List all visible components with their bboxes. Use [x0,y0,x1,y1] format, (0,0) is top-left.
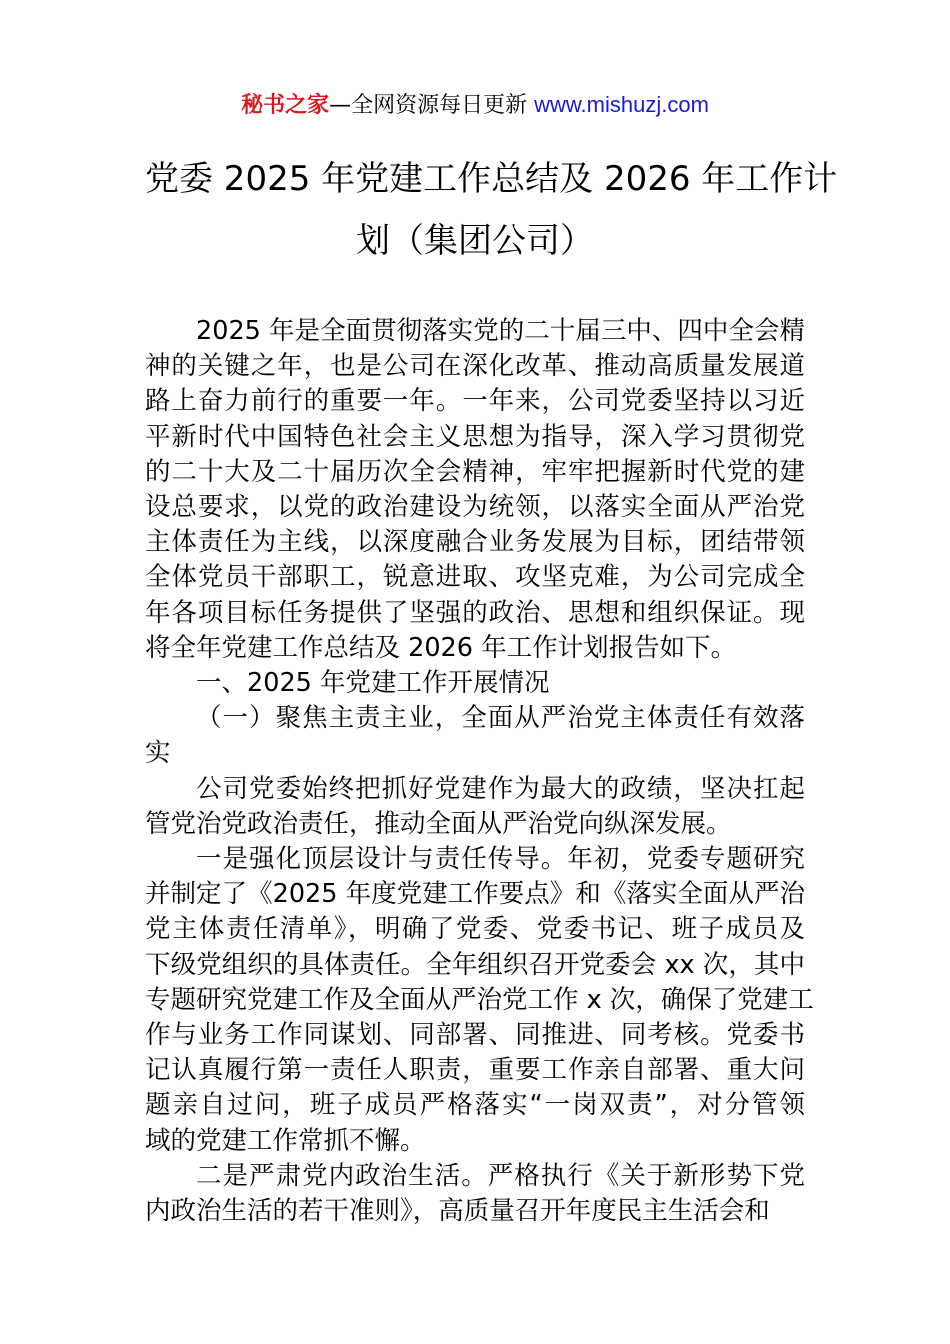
header-tagline: —全网资源每日更新 [329,93,528,118]
paragraph-line: 2025 年是全面贯彻落实党的二十届三中、四中全会精 [196,316,805,346]
paragraph-line: 主体责任为主线，以深度融合业务发展为目标，团结带领 [145,527,805,558]
title-line: 党委 2025 年党建工作总结及 2026 年工作计 [145,159,838,199]
paragraph-line: 设总要求，以党的政治建设为统领，以落实全面从严治党 [145,492,805,523]
paragraph-line: 内政治生活的若干准则》，高质量召开年度民主生活会和 [145,1196,770,1227]
paragraph-line: 公司党委始终把抓好党建作为最大的政绩，坚决扛起 [196,773,805,804]
paragraph-line: 路上奋力前行的重要一年。一年来，公司党委坚持以习近 [145,386,805,417]
body-paragraph [145,1159,805,1229]
paragraph-line: 将全年党建工作总结及 2026 年工作计划报告如下。 [145,632,737,663]
paragraph-line: 年各项目标任务提供了坚强的政治、思想和组织保证。现 [145,597,805,628]
paragraph-line: 全体党员干部职工，锐意进取、攻坚克难，为公司完成全 [145,562,805,593]
paragraph-line: 党主体责任清单》，明确了党委、党委书记、班子成员及 [145,914,805,945]
paragraph-line: 一、2025 年党建工作开展情况 [196,668,550,699]
body-paragraph [145,772,805,842]
paragraph-line: 作与业务工作同谋划、同部署、同推进、同考核。党委书 [145,1020,805,1051]
paragraph-line: 并制定了《2025 年度党建工作要点》和《落实全面从严治 [145,879,805,910]
body-paragraph [145,666,805,701]
paragraph-line: 一是强化顶层设计与责任传导。年初，党委专题研究 [196,844,805,875]
paragraph-line: 域的党建工作常抓不懈。 [145,1125,426,1156]
brand-name: 秘书之家 [241,93,330,118]
paragraph-line: （一）聚焦主责主业，全面从严治党主体责任有效落 [196,703,805,734]
document-body [145,314,814,1229]
site-header [0,88,950,123]
paragraph-line: 下级党组织的具体责任。全年组织召开党委会 xx 次，其中 [145,949,805,980]
body-paragraph [145,701,805,771]
title-line: 划（集团公司） [356,221,594,261]
paragraph-line: 平新时代中国特色社会主义思想为指导，深入学习贯彻党 [145,421,805,452]
paragraph-line: 的二十大及二十届历次全会精神，牢牢把握新时代党的建 [145,456,805,487]
body-paragraph [145,314,805,666]
paragraph-line: 管党治党政治责任，推动全面从严治党向纵深发展。 [145,808,732,839]
document-title [145,148,838,272]
paragraph-line: 神的关键之年，也是公司在深化改革、推动高质量发展道 [145,351,805,382]
paragraph-line: 题亲自过问，班子成员严格落实“一岗双责”，对分管领 [145,1090,805,1121]
paragraph-line: 实 [145,738,171,769]
paragraph-line: 专题研究党建工作及全面从严治党工作 x 次，确保了党建工 [145,984,814,1015]
paragraph-line: 二是严肃党内政治生活。严格执行《关于新形势下党 [196,1160,805,1191]
body-paragraph [145,842,814,1159]
site-url-link[interactable]: www.mishuzj.com [534,92,709,117]
paragraph-line: 记认真履行第一责任人职责，重要工作亲自部署、重大问 [145,1055,805,1086]
